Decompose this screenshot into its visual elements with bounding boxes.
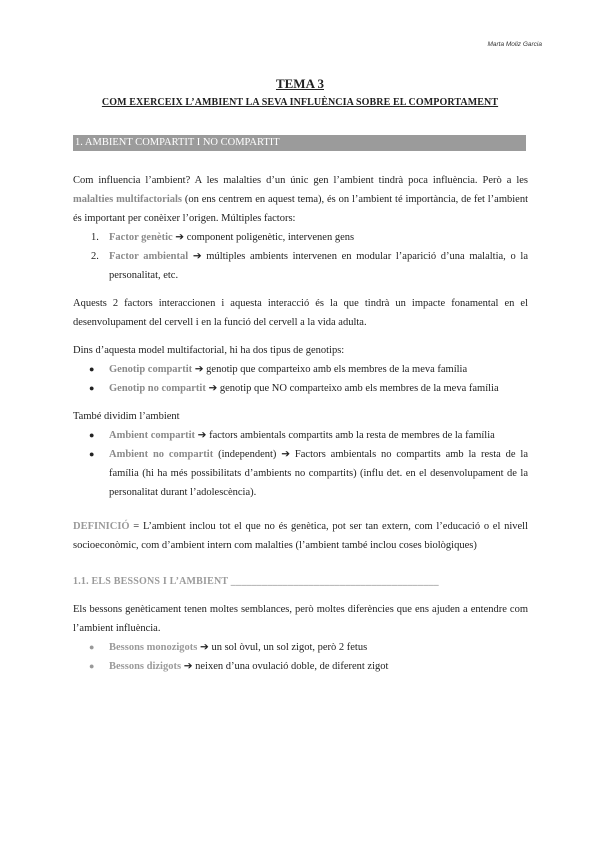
bullet-icon: ●	[89, 642, 95, 652]
intro-paragraph: Com influencia l’ambient? A les malalties d’un únic gen l’ambient tindrà poca influència. Però a les malalties multifactorials (on ens centrem en aquest tema), és on l’ambient té importància, de fet l’ambient és important per conèixer l’origen. Múltiples factors:	[73, 175, 528, 224]
highlighted-term: Ambient compartit	[109, 430, 196, 441]
highlighted-term: Bessons monozigots	[109, 642, 198, 653]
highlighted-term: Factor ambiental	[109, 251, 189, 262]
document-body	[73, 171, 528, 676]
definition-paragraph: DEFINICIÓ = L’ambient inclou tot el que no és genètica, pot ser tan extern, com l’educació o el nivell socioeconòmic, com d’ambient intern com malalties (l’ambient també inclou coses biològiques)	[73, 521, 528, 551]
author-name: Marta Moliz Garcia	[487, 41, 542, 48]
list-item: ● Ambient compartit ➔ factors ambientals compartits amb la resta de membres de la família	[73, 426, 528, 445]
highlighted-term: Bessons dizigots	[109, 661, 182, 672]
bullet-icon: ●	[89, 364, 95, 374]
bullet-icon: ●	[89, 661, 95, 671]
list-item: ● Genotip compartit ➔ genotip que comparteixo amb els membres de la meva família	[73, 360, 528, 379]
list-item: 2. Factor ambiental ➔ múltiples ambients intervenen en modular l’aparició d’una malaltia, o la personalitat, etc.	[91, 251, 528, 281]
twins-list	[73, 638, 528, 676]
page-title: TEMA 3	[275, 76, 325, 91]
ambient-intro: També dividim l’ambient	[73, 411, 180, 422]
bullet-icon: ●	[89, 383, 95, 393]
list-item: 1. Factor genètic ➔ component poligenètic, intervenen gens	[91, 232, 355, 243]
bullet-icon: ●	[89, 430, 95, 440]
list-item: ● Genotip no compartit ➔ genotip que NO comparteixo amb els membres de la meva família	[73, 379, 528, 398]
highlighted-term: malalties multifactorials	[73, 194, 182, 205]
highlighted-term: Genotip compartit	[109, 364, 193, 375]
highlighted-term: Ambient no compartit	[109, 449, 214, 460]
genotips-intro: Dins d’aquesta model multifactorial, hi ha dos tipus de genotips:	[73, 345, 345, 356]
twins-intro: Els bessons genèticament tenen moltes semblances, però moltes diferències que ens ajuden a entendre com l’ambient influència.	[73, 604, 528, 634]
page-subtitle: COM EXERCEIX L’AMBIENT LA SEVA INFLUÈNCIA SOBRE EL COMPORTAMENT	[101, 97, 499, 108]
bullet-icon: ●	[89, 449, 95, 459]
factors-list	[73, 228, 528, 285]
definition-label: DEFINICIÓ	[73, 521, 130, 532]
section-heading: 1. AMBIENT COMPARTIT I NO COMPARTIT	[73, 135, 526, 151]
list-item: ● Bessons dizigots ➔ neixen d’una ovulació doble, de diferent zigot	[73, 657, 528, 676]
ambient-list	[73, 426, 528, 502]
highlighted-term: Genotip no compartit	[109, 383, 206, 394]
subsection-heading: 1.1. ELS BESSONS I L’AMBIENT ________________________________________	[73, 576, 439, 587]
genotips-list	[73, 360, 528, 398]
list-item: ● Ambient no compartit (independent) ➔ Factors ambientals no compartits amb la resta de la família (hi ha més possibilitats d’ambients no compartits) (influ det. en el desenvolupament de la personalitat durant l’adolescència).	[73, 445, 528, 502]
interaction-paragraph: Aquests 2 factors interaccionen i aquesta interacció és la que tindrà un impacte fonamental en el desenvolupament del cervell i en la funció del cervell a la vida adulta.	[73, 298, 528, 328]
list-item: ● Bessons monozigots ➔ un sol òvul, un sol zigot, però 2 fetus	[73, 638, 528, 657]
highlighted-term: Factor genètic	[109, 232, 173, 243]
